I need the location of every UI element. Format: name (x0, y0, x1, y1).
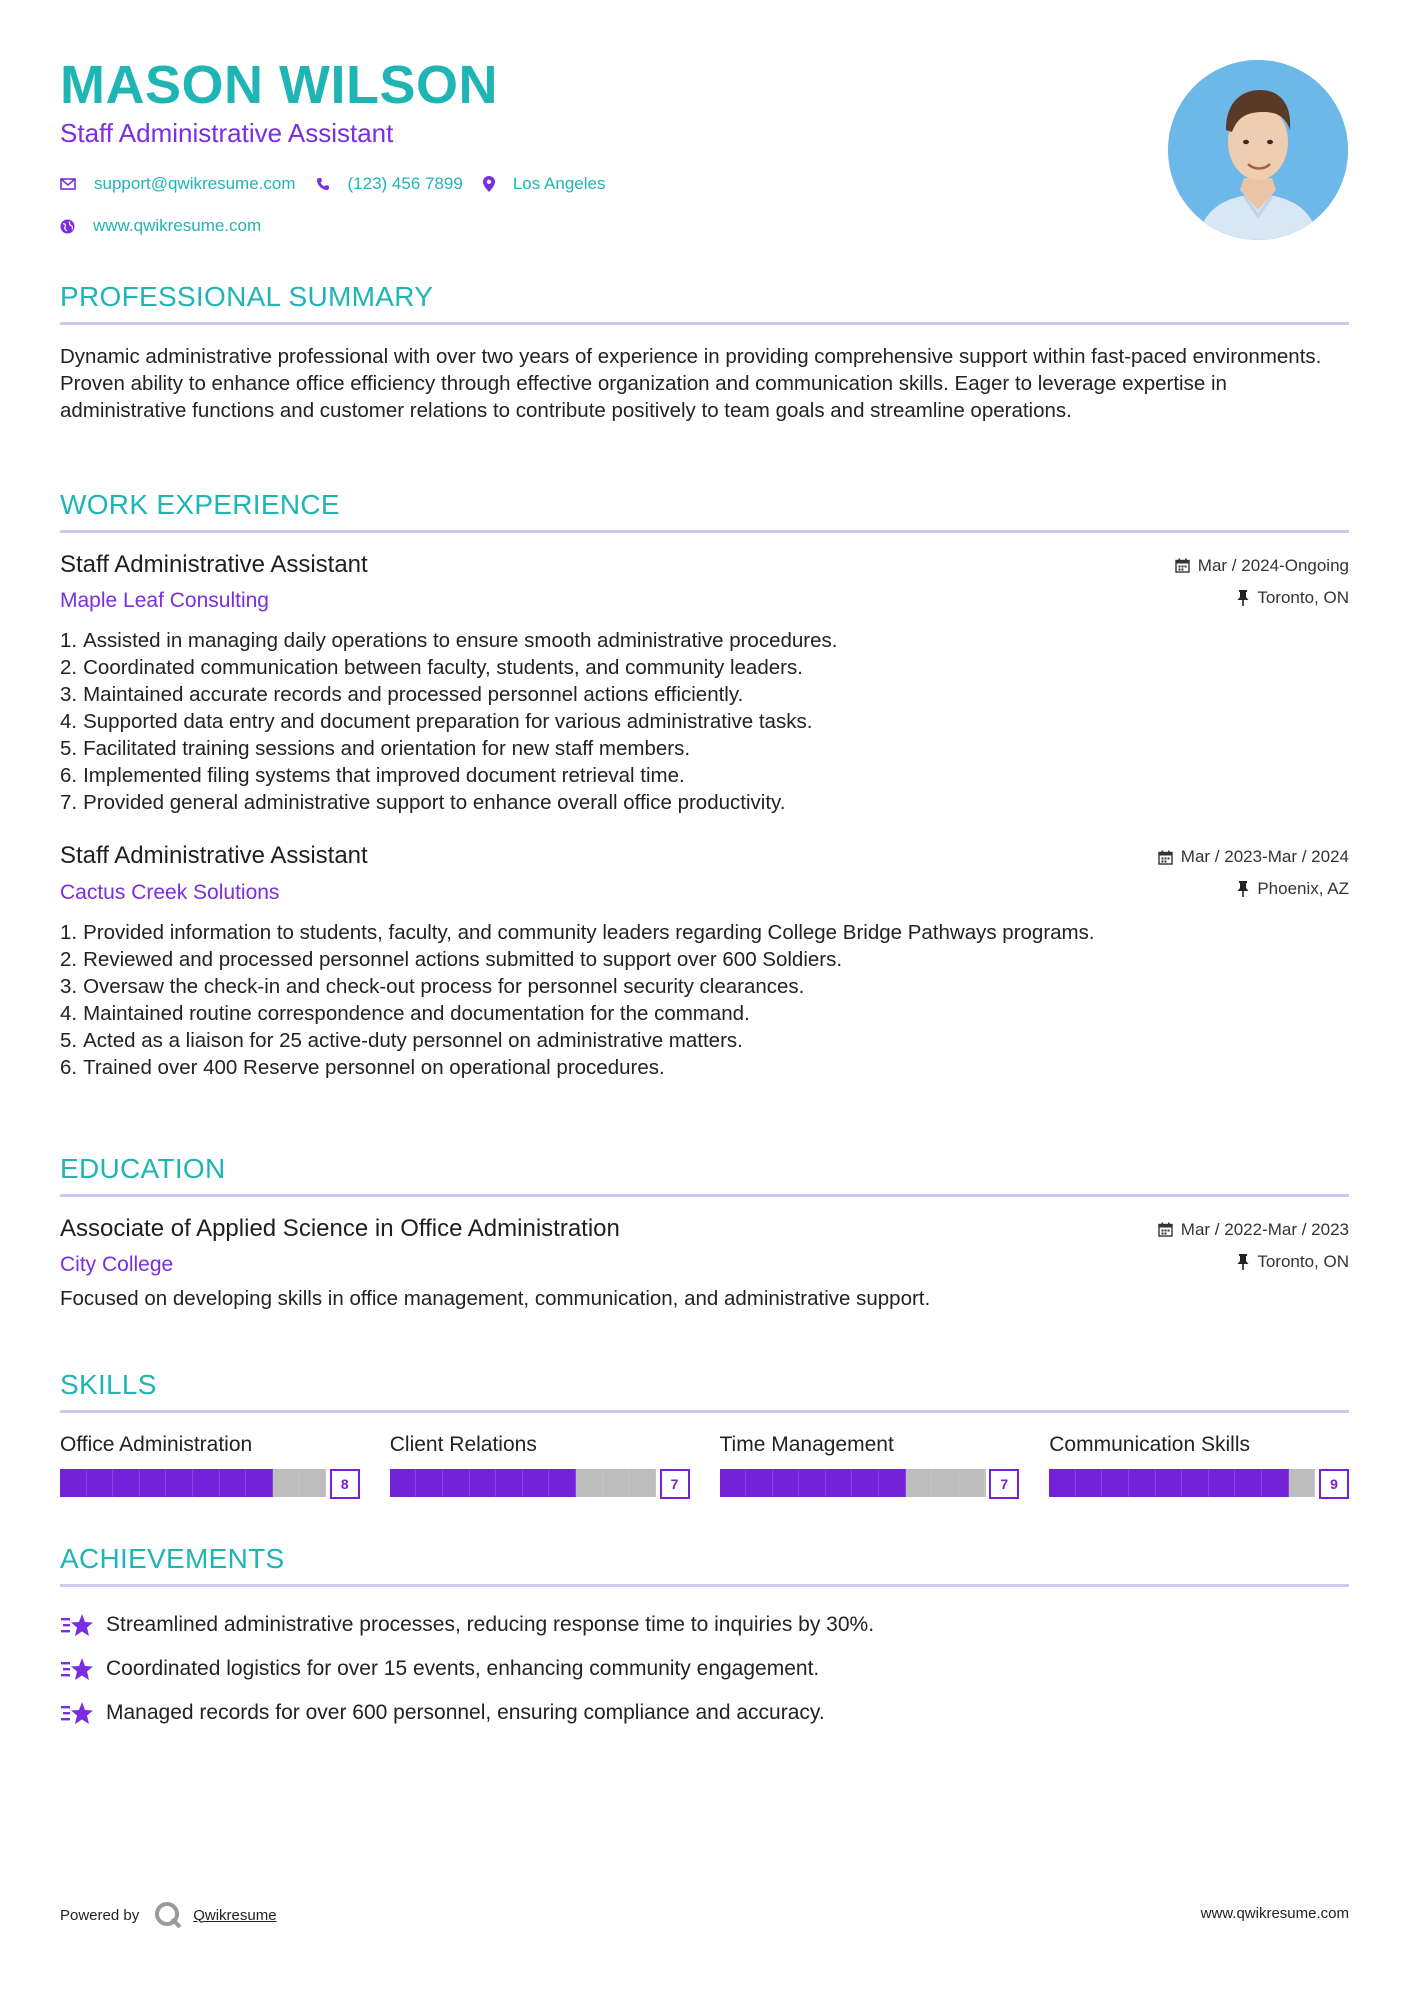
job-entry (60, 842, 1349, 1081)
skill-segment-filled (720, 1469, 747, 1497)
skill-segment-empty (273, 1469, 300, 1497)
job-title: Staff Administrative Assistant (60, 842, 368, 870)
job-title: Staff Administrative Assistant (60, 550, 368, 578)
profile-photo (1168, 60, 1348, 240)
skills-row (60, 1433, 1349, 1497)
achievements-section (60, 1542, 1349, 1735)
education-meta (1158, 1219, 1349, 1283)
skill-segment-filled (443, 1469, 470, 1497)
skill-segment-empty (959, 1469, 986, 1497)
summary-section (60, 280, 1349, 424)
section-divider (60, 322, 1349, 325)
location-text: Los Angeles (512, 174, 606, 193)
skill-bar-track (390, 1469, 656, 1497)
achievement-item (60, 1603, 1349, 1647)
section-divider (60, 1584, 1349, 1587)
skill-score: 9 (1319, 1469, 1349, 1499)
star-icon (60, 1700, 94, 1726)
education-section (60, 1152, 1349, 1311)
map-pin-icon (483, 176, 495, 192)
skill-bar-track (720, 1469, 986, 1497)
skill-score: 8 (330, 1469, 360, 1499)
skill-segment-filled (746, 1469, 773, 1497)
candidate-name: MASON WILSON (60, 55, 498, 115)
phone-contact[interactable] (316, 174, 463, 194)
summary-heading: PROFESSIONAL SUMMARY (60, 281, 434, 312)
skill-bar (60, 1469, 360, 1497)
skill-segment-filled (852, 1469, 879, 1497)
achievements-list (60, 1603, 1349, 1735)
skill-segment-filled (1102, 1469, 1129, 1497)
job-bullets (60, 919, 1349, 1081)
qwikresume-link[interactable]: Qwikresume (193, 1906, 277, 1924)
star-icon (60, 1612, 94, 1638)
skill-segment-filled (1156, 1469, 1183, 1497)
skill-segment-filled (773, 1469, 800, 1497)
section-divider (60, 1194, 1349, 1197)
skill-item (720, 1433, 1020, 1497)
section-divider (60, 530, 1349, 533)
website-text: www.qwikresume.com (93, 216, 262, 235)
qwikresume-logo-icon (153, 1900, 183, 1930)
skill-segment-filled (1235, 1469, 1262, 1497)
pushpin-icon (1237, 881, 1249, 897)
skill-item (1049, 1433, 1349, 1497)
skill-item (60, 1433, 360, 1497)
list-item: 5. Facilitated training sessions and orientation for new staff members. (60, 737, 691, 761)
skill-segment-filled (879, 1469, 906, 1497)
job-company: Maple Leaf Consulting (60, 589, 269, 613)
skill-segment-filled (826, 1469, 853, 1497)
achievements-heading: ACHIEVEMENTS (60, 1543, 285, 1574)
email-text: support@qwikresume.com (94, 174, 296, 193)
job-dates: Mar / 2023-Mar / 2024 (1180, 847, 1349, 867)
education-location: Toronto, ON (1257, 1251, 1349, 1271)
skill-segment-empty (576, 1469, 603, 1497)
skill-segment-filled (1076, 1469, 1103, 1497)
skill-segment-filled (1182, 1469, 1209, 1497)
skill-segment-filled (523, 1469, 550, 1497)
skill-item (390, 1433, 690, 1497)
skill-bar-track (1049, 1469, 1315, 1497)
education-dates: Mar / 2022-Mar / 2023 (1180, 1219, 1349, 1239)
skill-segment-filled (549, 1469, 576, 1497)
website-contact[interactable] (60, 216, 261, 236)
list-item: 2. Coordinated communication between faculty, students, and community leaders. (60, 656, 803, 680)
experience-heading: WORK EXPERIENCE (60, 489, 340, 520)
skill-segment-filled (87, 1469, 114, 1497)
skill-segment-filled (1209, 1469, 1236, 1497)
skill-segment-filled (496, 1469, 523, 1497)
achievement-text: Streamlined administrative processes, reducing response time to inquiries by 30%. (106, 1612, 875, 1636)
list-item: 3. Oversaw the check-in and check-out process for personnel security clearances. (60, 975, 805, 999)
list-item: 4. Maintained routine correspondence and documentation for the command. (60, 1002, 750, 1026)
section-divider (60, 1410, 1349, 1413)
skill-label: Time Management (719, 1432, 894, 1456)
skill-bar (390, 1469, 690, 1497)
experience-section (60, 488, 1349, 1081)
skill-score: 7 (989, 1469, 1019, 1499)
job-bullets (60, 627, 1349, 816)
skills-heading: SKILLS (60, 1369, 157, 1400)
avatar-illustration (1168, 60, 1348, 240)
pushpin-icon (1237, 590, 1249, 606)
skill-segment-filled (113, 1469, 140, 1497)
skill-segment-filled (1129, 1469, 1156, 1497)
footer-powered-by (60, 1900, 277, 1930)
education-heading: EDUCATION (60, 1153, 226, 1184)
skill-segment-filled (60, 1469, 87, 1497)
skill-bar-track (60, 1469, 326, 1497)
summary-text: Dynamic administrative professional with over two years of experience in providing comprehensive support within fast-paced environments. Proven ability to enhance office efficiency through effective organization and communication skills. Eager to leverage expertise in administrative functions and customer relations to contribute positively to team goals and streamline operations. (60, 344, 1322, 422)
star-icon (60, 1656, 94, 1682)
achievement-item (60, 1691, 1349, 1735)
skill-segment-empty (299, 1469, 326, 1497)
footer-website[interactable]: www.qwikresume.com (1200, 1905, 1349, 1922)
skill-segment-filled (416, 1469, 443, 1497)
powered-by-label: Powered by (60, 1906, 140, 1924)
list-item: 6. Trained over 400 Reserve personnel on operational procedures. (60, 1056, 665, 1080)
job-entry (60, 551, 1349, 817)
phone-icon (316, 177, 330, 191)
list-item: 6. Implemented filing systems that improved document retrieval time. (60, 764, 685, 788)
skill-segment-empty (1289, 1469, 1316, 1497)
location-contact (483, 174, 606, 194)
skill-label: Client Relations (389, 1432, 537, 1456)
education-description: Focused on developing skills in office management, communication, and administrative support. (60, 1287, 931, 1311)
candidate-title: Staff Administrative Assistant (60, 118, 394, 148)
pushpin-icon (1237, 1254, 1249, 1270)
list-item: 1. Provided information to students, faculty, and community leaders regarding College Bridge Pathways programs. (60, 921, 1095, 945)
school-name: City College (60, 1253, 174, 1277)
skills-section (60, 1368, 1349, 1497)
list-item: 4. Supported data entry and document preparation for various administrative tasks. (60, 710, 813, 734)
job-meta (1175, 555, 1349, 619)
skill-segment-filled (140, 1469, 167, 1497)
job-dates: Mar / 2024-Ongoing (1197, 555, 1349, 575)
skill-segment-filled (166, 1469, 193, 1497)
skill-score: 7 (660, 1469, 690, 1499)
phone-text: (123) 456 7899 (347, 174, 463, 193)
calendar-icon (1158, 850, 1173, 865)
list-item: 7. Provided general administrative support to enhance overall office productivity. (60, 791, 786, 815)
globe-icon (60, 219, 75, 234)
achievement-text: Coordinated logistics for over 15 events, enhancing community engagement. (106, 1656, 820, 1680)
skill-segment-filled (193, 1469, 220, 1497)
skill-segment-filled (390, 1469, 417, 1497)
skill-segment-filled (799, 1469, 826, 1497)
skill-segment-filled (1049, 1469, 1076, 1497)
list-item: 5. Acted as a liaison for 25 active-duty personnel on administrative matters. (60, 1029, 743, 1053)
skill-segment-filled (220, 1469, 247, 1497)
achievement-text: Managed records for over 600 personnel, ensuring compliance and accuracy. (106, 1700, 825, 1724)
list-item: 3. Maintained accurate records and processed personnel actions efficiently. (60, 683, 744, 707)
skill-segment-filled (470, 1469, 497, 1497)
degree-title: Associate of Applied Science in Office Administration (60, 1214, 620, 1242)
job-company: Cactus Creek Solutions (60, 881, 280, 905)
list-item: 1. Assisted in managing daily operations to ensure smooth administrative procedures. (60, 629, 838, 653)
skill-segment-empty (932, 1469, 959, 1497)
contact-block (60, 172, 625, 256)
job-location: Phoenix, AZ (1257, 879, 1349, 899)
list-item: 2. Reviewed and processed personnel actions submitted to support over 600 Soldiers. (60, 948, 843, 972)
skill-bar (720, 1469, 1020, 1497)
skill-segment-empty (603, 1469, 630, 1497)
skill-bar (1049, 1469, 1349, 1497)
email-contact[interactable] (60, 174, 296, 194)
skill-segment-empty (629, 1469, 656, 1497)
envelope-icon (60, 178, 76, 190)
education-entry (60, 1215, 1349, 1312)
skill-label: Communication Skills (1049, 1432, 1250, 1456)
job-meta (1158, 846, 1349, 910)
skill-segment-filled (1262, 1469, 1289, 1497)
skill-segment-empty (906, 1469, 933, 1497)
calendar-icon (1158, 1222, 1173, 1237)
skill-label: Office Administration (60, 1432, 253, 1456)
achievement-item (60, 1647, 1349, 1691)
job-location: Toronto, ON (1257, 587, 1349, 607)
skill-segment-filled (246, 1469, 273, 1497)
calendar-icon (1175, 558, 1190, 573)
